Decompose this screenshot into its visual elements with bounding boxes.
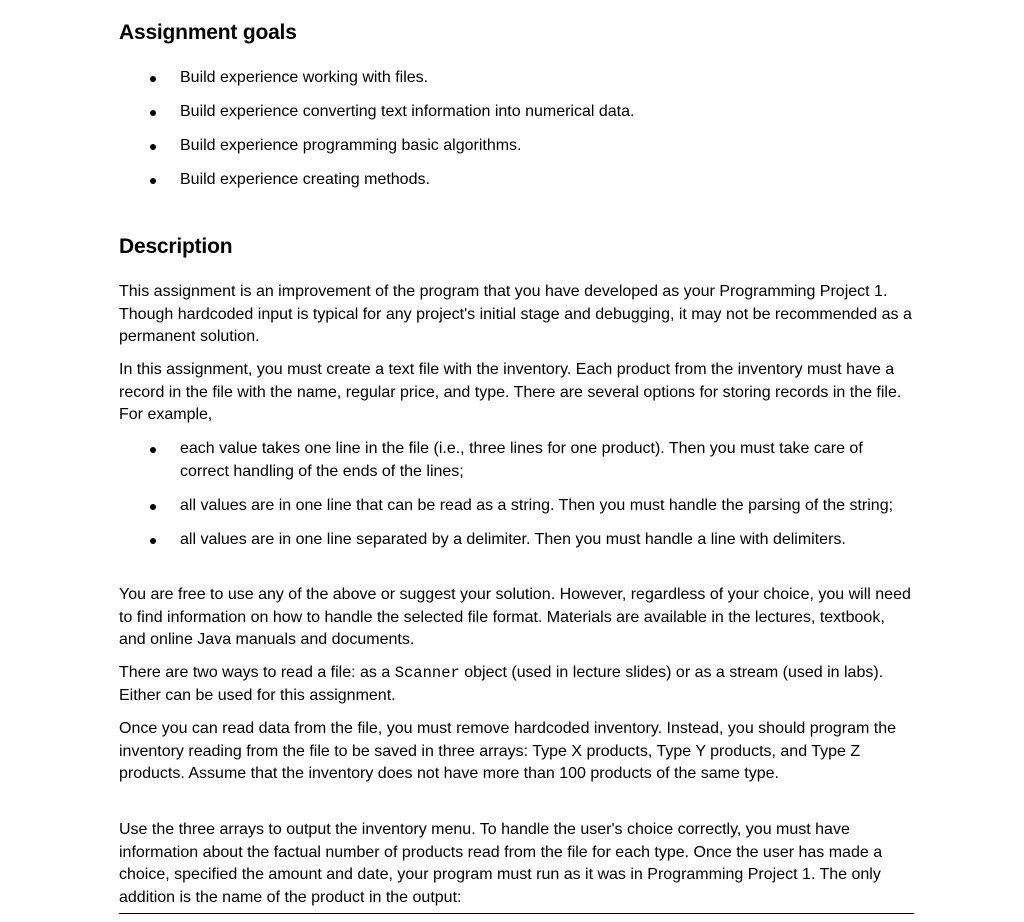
bottom-rule (119, 913, 914, 914)
storage-option-text: all values are in one line separated by a delimiter. Then you must handle a line with delimiters. (180, 530, 846, 548)
description-paragraph-2: In this assignment, you must create a text file with the inventory. Each product from the inventory must have a record in the file with the name, regular price, and type. There are several options for storing records in the file. For example, (119, 361, 902, 423)
bullet-icon (150, 504, 156, 510)
goal-text: Build experience creating methods. (180, 171, 430, 188)
bullet-icon (150, 447, 156, 453)
goals-list (119, 67, 914, 203)
goal-text: Build experience programming basic algorithms. (180, 137, 522, 154)
description-paragraph-6: Use the three arrays to output the inventory menu. To handle the user's choice correctly, you must have information about the factual number of products read from the file for each type. Once the user has made a choice, specified the amount and date, your program must run as it was in Programming Project 1. The only addition is the name of the product in the output: (119, 821, 883, 906)
paragraph-4-text-end: object (used in lecture slides) or as a stream (used in labs). Either can be used for this assignment. (119, 664, 884, 704)
description-heading: Description (119, 235, 233, 258)
bullet-icon (150, 538, 156, 544)
description-paragraph-5: Once you can read data from the file, you must remove hardcoded inventory. Instead, you should program the inventory reading from the file to be saved in three arrays: Type X products, Type Y products, and Type Z products. Assume that the inventory does not have more than 100 products of the same type. (119, 720, 897, 782)
goal-item (119, 101, 914, 124)
storage-option-item (119, 495, 914, 518)
scanner-code: Scanner (394, 664, 460, 682)
description-paragraph-1: This assignment is an improvement of the program that you have developed as your Programming Project 1. Though hardcoded input is typical for any project's initial stage and debugging, it may not be recommended as a permanent solution. (119, 283, 912, 345)
description-paragraph-3: You are free to use any of the above or suggest your solution. However, regardless of your choice, you will need to find information on how to handle the selected file format. Materials are available in the lectures, textbook, and online Java manuals and documents. (119, 586, 911, 648)
storage-option-item (119, 438, 914, 483)
storage-option-text: each value takes one line in the file (i.e., three lines for one product). Then you must take care of correct handling of the ends of the lines; (180, 440, 863, 480)
goal-item (119, 67, 914, 90)
storage-options-list (119, 438, 914, 551)
bullet-icon (150, 144, 156, 150)
paragraph-4-text-start: There are two ways to read a file: as a (119, 664, 395, 681)
description-paragraph-4 (119, 662, 914, 707)
assignment-goals-heading: Assignment goals (119, 21, 297, 44)
bullet-icon (150, 110, 156, 116)
storage-option-item (119, 529, 914, 552)
goal-item (119, 169, 914, 192)
storage-option-text: all values are in one line that can be read as a string. Then you must handle the parsing of the string; (180, 497, 894, 514)
bullet-icon (150, 76, 156, 82)
goal-text: Build experience converting text information into numerical data. (180, 103, 635, 120)
goal-item (119, 135, 914, 158)
bullet-icon (150, 178, 156, 184)
goal-text: Build experience working with files. (180, 69, 429, 86)
